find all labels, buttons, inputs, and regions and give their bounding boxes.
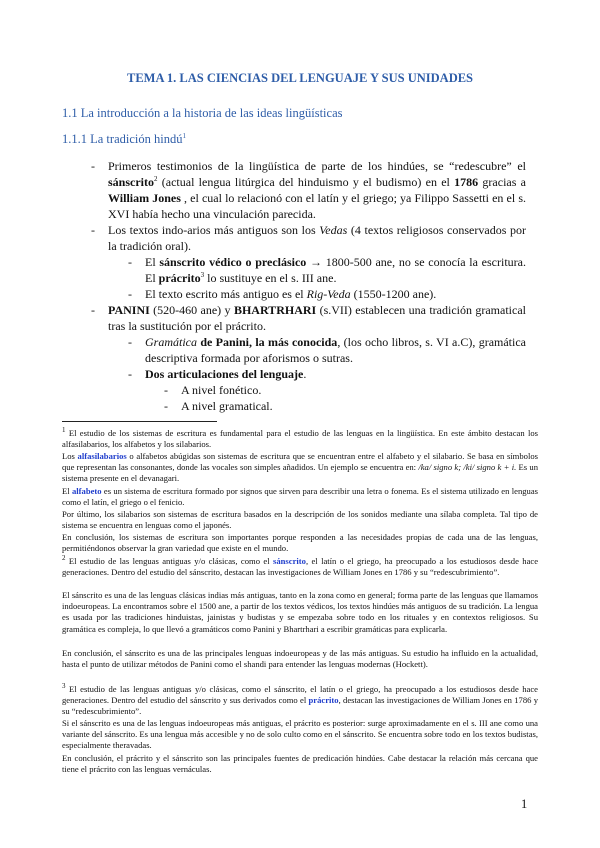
bullet-dash: - [91,159,95,173]
bullet-dash: - [128,367,132,381]
footnote-2: $^2$ El estudio de las lenguas antiguas y/o clásicas, como el sánscrito, el latín o el griego, ha preocupado a los estudiosos desde hace generaciones. Dentro del estudio del sánscrito, destacan las investigaciones de William Jones en 1786 y su “redescubrimiento”. [62,554,539,578]
page-number: 1 [521,797,528,811]
subsection-heading: 1.1.1 La tradición hindú$^1$ [62,131,186,146]
footnote-3: $^3$ El estudio de las lenguas antiguas y/o clásicas, como el sánscrito, el latín o el griego, ha preocupado a los estudiosos desde hace generaciones. Dentro del estudio del sánscrito y sus derivados como el prácrito, destacan las investigaciones de William Jones en 1786 y su “redescubrimiento”. [62,682,539,717]
highlighted-term: alfabeto [71,486,102,496]
highlighted-term: alfasilabarios [77,451,127,461]
footnote-3-paragraph: Si el sánscrito es una de las lenguas indoeuropeas más antiguas, el prácrito es posterior: surge aproximadamente en el s. III ane como una variante del sánscrito. Es una lengua más accesible y no de solo culto como en el sánscrito. Se encuentra sobre todo en los textos budistas, especialmente theravadas. [62,718,538,751]
highlighted-term: sánscrito [272,556,306,566]
list-item: Gramática de Panini, la más conocida, (los ocho libros, s. VI a.C), gramática descriptiva formada por aforismos o sutras. [145,335,526,365]
footnote-3-paragraph: En conclusión, el prácrito y el sánscrito son las principales fuentes de predicación hindúes. Cabe destacar la relación más cercana que tiene el prácrito con las lenguas vernáculas. [62,753,538,775]
bullet-dash: - [128,287,132,301]
footnote-1-paragraph: Por último, los silabarios son sistemas de escritura basados en la descripción de los sonidos mediante una sílaba completa. Tal tipo de sistema se encuentra en lenguas como el japonés. [62,509,538,531]
list-item: A nivel gramatical. [181,399,273,413]
bullet-dash: - [128,255,132,269]
footnote-1-paragraph: El alfabeto es un sistema de escritura formado por signos que sirven para describir una letra o fonema. Es el sistema utilizado en lenguas como el latín, el griego o el fenicio. [62,486,538,508]
bullet-dash: - [91,303,95,317]
footnote-1-paragraph: Los alfasilabarios o alfabetos abúgidas son sistemas de escritura que se encuentran entre el alfabeto y el silabario. Se basa en símbolos que representan las consonantes, donde las vocales son simples añadidos. Un ejemplo se encuentra en: /ka/ signo k; /ki/ signo k + i. Es un sistema presente en el devanagari. [62,451,538,484]
footnote-1: $^1$ El estudio de los sistemas de escritura es fundamental para el estudio de las lenguas en la lingüística. En este ámbito destacan los alfasilabarios, los alfabetos y los silabarios. [62,426,538,450]
list-item: Primeros testimonios de la lingüística de parte de los hindúes, se “redescubre” el sánscrito$^2$ (actual lengua litúrgica del hinduismo y el budismo) en el 1786 gracias a William Jones , el cual lo relacionó con el latín y el griego; ya Filippo Sassetti en el s. XVI había hecho una vinculación parecida. [108,159,526,221]
footnote-1-paragraph: En conclusión, los sistemas de escritura son importantes porque responden a las necesidades propias de cada una de las lenguas, permitiéndonos observar la gran variedad que existe en el mundo. [62,532,538,554]
footnote-2-paragraph: En conclusión, el sánscrito es una de las principales lenguas indoeuropeas y de las más antiguas. Su estudio ha influido en la actualidad, hasta el punto de utilizar métodos de Panini como el shandi para entender las lenguas modernas (Hockett). [62,648,538,670]
page-title: TEMA 1. LAS CIENCIAS DEL LENGUAJE Y SUS UNIDADES [126,71,474,85]
list-item: Los textos indo-arios más antiguos son los Vedas (4 textos religiosos conservados por la tradición oral). [108,223,526,253]
list-item: A nivel fonético. [181,383,262,397]
list-item: El texto escrito más antiguo es el Rig-Veda (1550-1200 ane). [145,287,437,301]
bullet-dash: - [91,223,95,237]
list-item: PANINI (520-460 ane) y BHARTRHARI (s.VII) establecen una tradición gramatical tras la sustitución por el prácrito. [108,303,526,333]
list-item: Dos articulaciones del lenguaje. [145,367,307,381]
section-heading: 1.1 La introducción a la historia de las ideas lingüísticas [62,106,343,120]
bullet-dash: - [128,335,132,349]
bullet-dash: - [164,399,168,413]
footnote-ref: 1 [182,131,186,140]
footnote-separator [62,421,217,422]
footnote-2-paragraph: El sánscrito es una de las lenguas clásicas indias más antiguas, tanto en la zona como en general; forma parte de las lenguas que llamamos indoeuropeas. La encontramos sobre el 1500 ane, a partir de los textos védicos, los textos hindúes más antiguos de su tradición. La lengua es usada por las tradiciones hinduistas, jainistas y budistas y se empezaba sobre todo en los rituales y en contextos religiosos. Su gramática es compleja, lo que llevó a gramáticos como Panini y Bhartrhari a escribir gramáticas para explicarla. [62,590,538,634]
highlighted-term: prácrito [308,695,339,706]
bullet-dash: - [164,383,168,397]
list-item: El sánscrito védico o preclásico → 1800-500 ane, no se conocía la escritura. El prácrito$^3$ lo sustituye en el s. III ane. [145,255,526,285]
